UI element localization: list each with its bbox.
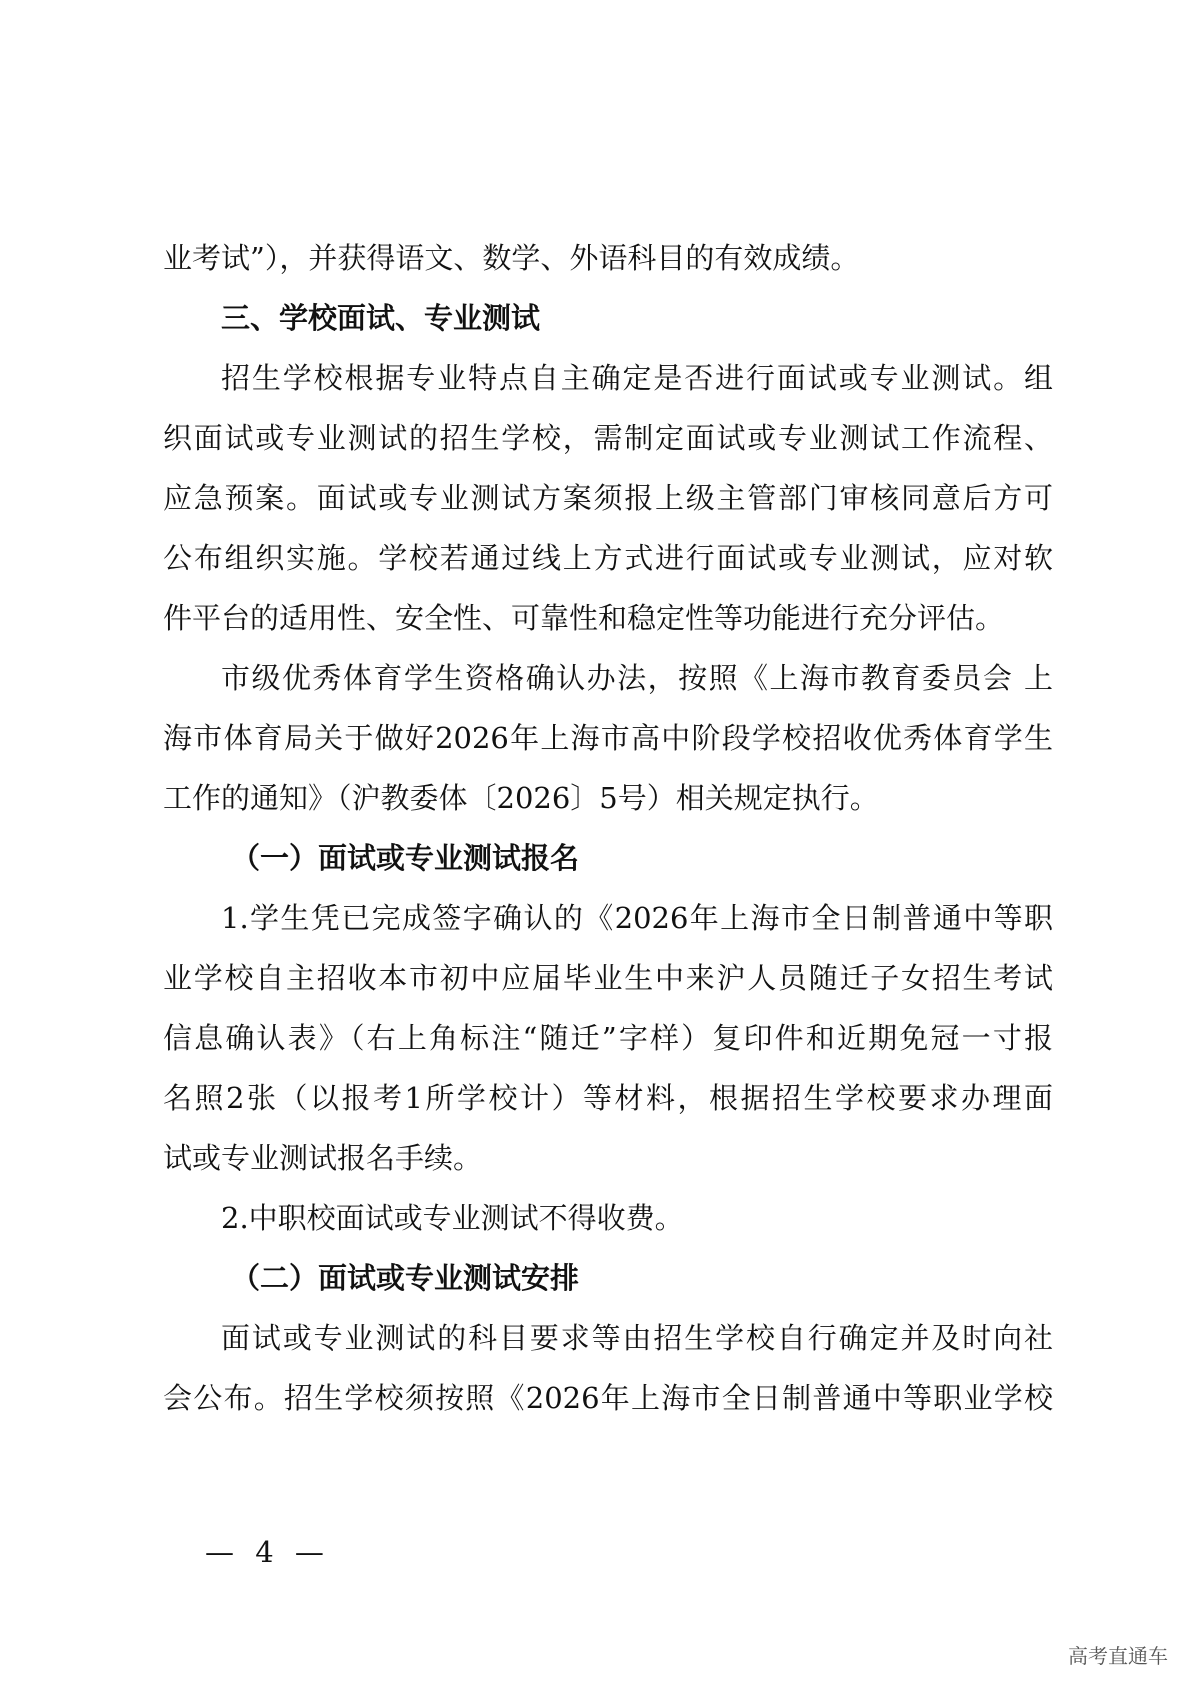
body-line: 1.学生凭已完成签字确认的《2026年上海市全日制普通中等职 (221, 901, 1053, 935)
body-line: 2.中职校面试或专业测试不得收费。 (221, 1201, 684, 1235)
body-line: 织面试或专业测试的招生学校，需制定面试或专业测试工作流程、 (163, 421, 1053, 455)
subsection-heading: （二）面试或专业测试安排 (231, 1261, 580, 1295)
body-line: 名照2张（以报考1所学校计）等材料，根据招生学校要求办理面 (163, 1081, 1053, 1115)
body-line: 试或专业测试报名手续。 (163, 1141, 483, 1175)
body-line: 面试或专业测试的科目要求等由招生学校自行确定并及时向社 (221, 1321, 1053, 1355)
body-line: 业学校自主招收本市初中应届毕业生中来沪人员随迁子女招生考试 (163, 961, 1053, 995)
body-line: 公布组织实施。学校若通过线上方式进行面试或专业测试，应对软 (163, 541, 1053, 575)
document-body (163, 228, 1053, 1428)
body-line: 件平台的适用性、安全性、可靠性和稳定性等功能进行充分评估。 (163, 601, 1005, 635)
body-line: 市级优秀体育学生资格确认办法，按照《上海市教育委员会 上 (221, 661, 1053, 695)
subsection-heading: （一）面试或专业测试报名 (231, 841, 580, 875)
body-line: 会公布。招生学校须按照《2026年上海市全日制普通中等职业学校 (163, 1381, 1053, 1415)
section-heading: 三、学校面试、专业测试 (221, 301, 541, 335)
body-line: 海市体育局关于做好2026年上海市高中阶段学校招收优秀体育学生 (163, 721, 1053, 755)
body-line: 应急预案。面试或专业测试方案须报上级主管部门审核同意后方可 (163, 481, 1053, 515)
watermark: 高考直通车 (1068, 1644, 1168, 1668)
body-line: 信息确认表》（右上角标注“随迁”字样）复印件和近期免冠一寸报 (163, 1021, 1053, 1055)
page-number: — 4 — (205, 1535, 330, 1569)
body-line: 招生学校根据专业特点自主确定是否进行面试或专业测试。组 (221, 361, 1053, 395)
body-line: 业考试”），并获得语文、数学、外语科目的有效成绩。 (163, 241, 860, 275)
body-line: 工作的通知》（沪教委体〔2026〕5号）相关规定执行。 (163, 781, 879, 815)
